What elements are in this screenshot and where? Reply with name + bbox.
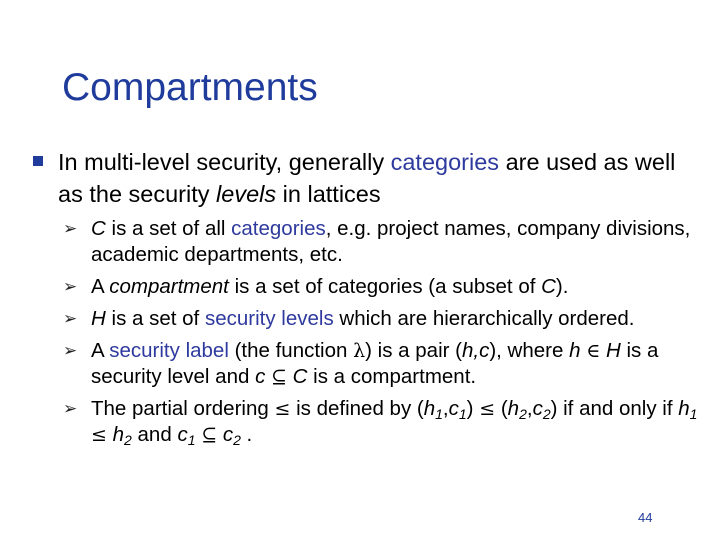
text-run: is a compartment. bbox=[307, 365, 477, 388]
text-run: is defined by ( bbox=[290, 397, 424, 420]
italic-levels: levels bbox=[216, 181, 277, 207]
lambda-symbol: λ bbox=[353, 340, 366, 362]
sub-bullet-list bbox=[63, 216, 703, 454]
leq-symbol: ≤ bbox=[479, 398, 496, 420]
italic-term: compartment bbox=[109, 275, 229, 298]
subscript: 2 bbox=[542, 406, 551, 422]
italic-var: c bbox=[532, 397, 543, 420]
sub-bullet-1 bbox=[63, 216, 703, 268]
subscript: 1 bbox=[458, 406, 467, 422]
arrow-bullet-icon: ➢ bbox=[63, 309, 78, 329]
text-run: ) if and only if bbox=[550, 397, 679, 420]
text-run: is a set of bbox=[105, 307, 205, 330]
text-run: (the function bbox=[228, 339, 354, 362]
text-run: ) bbox=[466, 397, 480, 420]
text-run: ), where bbox=[489, 339, 570, 362]
text-run: is a security level and bbox=[91, 339, 659, 388]
sub-bullet-3 bbox=[63, 306, 703, 332]
text-run: which are hierarchically ordered. bbox=[333, 307, 635, 330]
italic-var: H bbox=[605, 339, 621, 362]
text-run: ( bbox=[495, 397, 508, 420]
arrow-bullet-icon: ➢ bbox=[63, 219, 78, 239]
arrow-bullet-icon: ➢ bbox=[63, 341, 78, 361]
subscript: 2 bbox=[124, 432, 132, 448]
main-bullet bbox=[30, 146, 700, 210]
italic-var: h bbox=[423, 397, 436, 420]
text-run: , bbox=[442, 397, 449, 420]
text-run: in lattices bbox=[276, 181, 381, 207]
italic-var: H bbox=[91, 307, 106, 330]
highlight-term: security label bbox=[109, 339, 229, 362]
leq-symbol: ≤ bbox=[274, 398, 291, 420]
italic-var: h bbox=[507, 397, 520, 420]
italic-var: h bbox=[678, 397, 690, 420]
text-run: ). bbox=[555, 275, 569, 298]
text-run: . bbox=[240, 423, 253, 446]
text-run: The partial ordering bbox=[91, 397, 275, 420]
text-run: In multi-level security, generally bbox=[58, 149, 391, 175]
subscript: 1 bbox=[435, 406, 443, 422]
text-run: A bbox=[91, 339, 110, 362]
subscript: 1 bbox=[689, 406, 698, 422]
italic-var: h,c bbox=[461, 339, 490, 362]
highlight-categories: categories bbox=[390, 149, 500, 175]
italic-var: c bbox=[222, 423, 234, 446]
text-run: and bbox=[131, 423, 178, 446]
subscript: 2 bbox=[233, 432, 241, 448]
sub-bullet-4 bbox=[63, 338, 703, 390]
italic-var: h bbox=[112, 423, 125, 446]
text-run: is a set of all bbox=[105, 217, 232, 240]
subset-symbol: ⊆ bbox=[271, 366, 287, 388]
text-run: are used as well as the security bbox=[58, 149, 676, 207]
text-run: , e.g. project names, company divisions, academic departments, etc. bbox=[91, 217, 691, 266]
highlight-term: security levels bbox=[204, 307, 334, 330]
square-bullet-icon bbox=[33, 156, 43, 166]
sub-bullet-2 bbox=[63, 274, 703, 300]
italic-var: C bbox=[91, 217, 106, 240]
subset-symbol: ⊆ bbox=[201, 424, 218, 446]
italic-var: c bbox=[255, 365, 266, 388]
text-run: ) is a pair ( bbox=[365, 339, 462, 362]
text-run: is a set of categories (a subset of bbox=[228, 275, 542, 298]
sub-bullet-5 bbox=[63, 396, 703, 448]
main-bullet-text bbox=[30, 146, 700, 210]
slide-title: Compartments bbox=[62, 66, 318, 109]
text-run: A bbox=[91, 275, 110, 298]
italic-var: h bbox=[569, 339, 581, 362]
arrow-bullet-icon: ➢ bbox=[63, 399, 78, 419]
italic-var: c bbox=[177, 423, 188, 446]
page-number: 44 bbox=[638, 510, 653, 525]
italic-var: c bbox=[448, 397, 459, 420]
arrow-bullet-icon: ➢ bbox=[63, 277, 78, 297]
element-of-symbol: ∈ bbox=[586, 340, 601, 362]
highlight-term: categories bbox=[231, 217, 326, 240]
italic-var: C bbox=[541, 275, 556, 298]
subscript: 2 bbox=[519, 406, 527, 422]
italic-var: C bbox=[292, 365, 308, 388]
text-run: , bbox=[526, 397, 533, 420]
subscript: 1 bbox=[187, 432, 196, 448]
leq-symbol: ≤ bbox=[91, 424, 107, 446]
